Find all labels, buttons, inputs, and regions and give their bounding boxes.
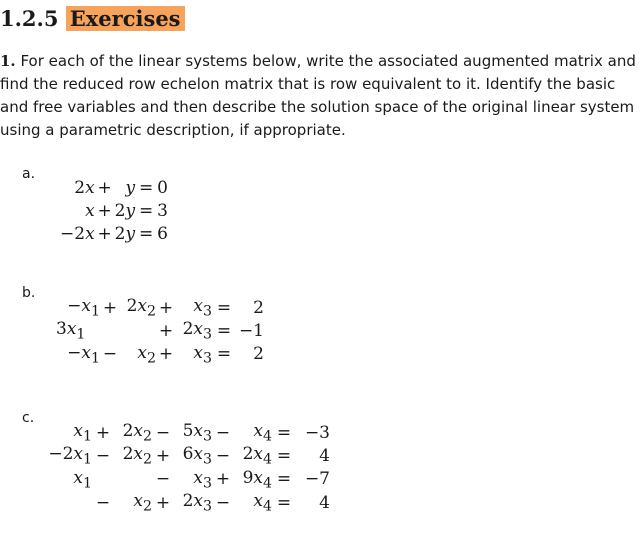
equation-c-1: $x_1$ + $2x_2$ − $5x_3$ − $x_4$ = −3 — [73, 421, 330, 445]
system-b — [56, 296, 264, 366]
section-title: Exercises — [66, 6, 185, 31]
equation-a-3: −2x + 2y = 6 — [60, 223, 168, 244]
equation-c-3: $x_1$ − $x_3$ + $9x_4$ = −7 — [73, 467, 330, 492]
equation-b-3: $-x_1$ − $x_2$ + $x_3$ = 2 — [67, 342, 264, 367]
equation-c-4: − $x_2$ + $2x_3$ − $x_4$ = 4 — [95, 491, 330, 515]
problem-number: 1. — [0, 52, 16, 70]
equation-b-1: $-x_1$ + $2x_2$ + $x_3$ = 2 — [67, 296, 264, 320]
part-c-label: c. — [22, 410, 35, 426]
problem-text: For each of the linear systems below, write the associated augmented matrix and find the reduced row echelon matrix that is row equivalent to it. Identify the basic and free variables and then describe the solution space of the original linear system using a parametric description, if appropriate. — [0, 52, 636, 139]
section-heading — [0, 5, 185, 33]
equation-a-1: 2x + y = 0 — [74, 177, 168, 198]
equation-a-2: x + 2y = 3 — [85, 200, 168, 221]
system-a — [60, 176, 168, 245]
part-a-label: a. — [22, 166, 36, 182]
equation-c-2: $-2x_1$ − $2x_2$ + $6x_3$ − $2x_4$ = 4 — [48, 444, 330, 468]
part-b-label: b. — [22, 285, 36, 301]
equation-b-2: $3x_1$ + $2x_3$ = −1 — [56, 319, 264, 343]
problem-statement — [0, 50, 640, 142]
system-c — [40, 421, 330, 515]
section-number: 1.2.5 — [0, 6, 59, 31]
